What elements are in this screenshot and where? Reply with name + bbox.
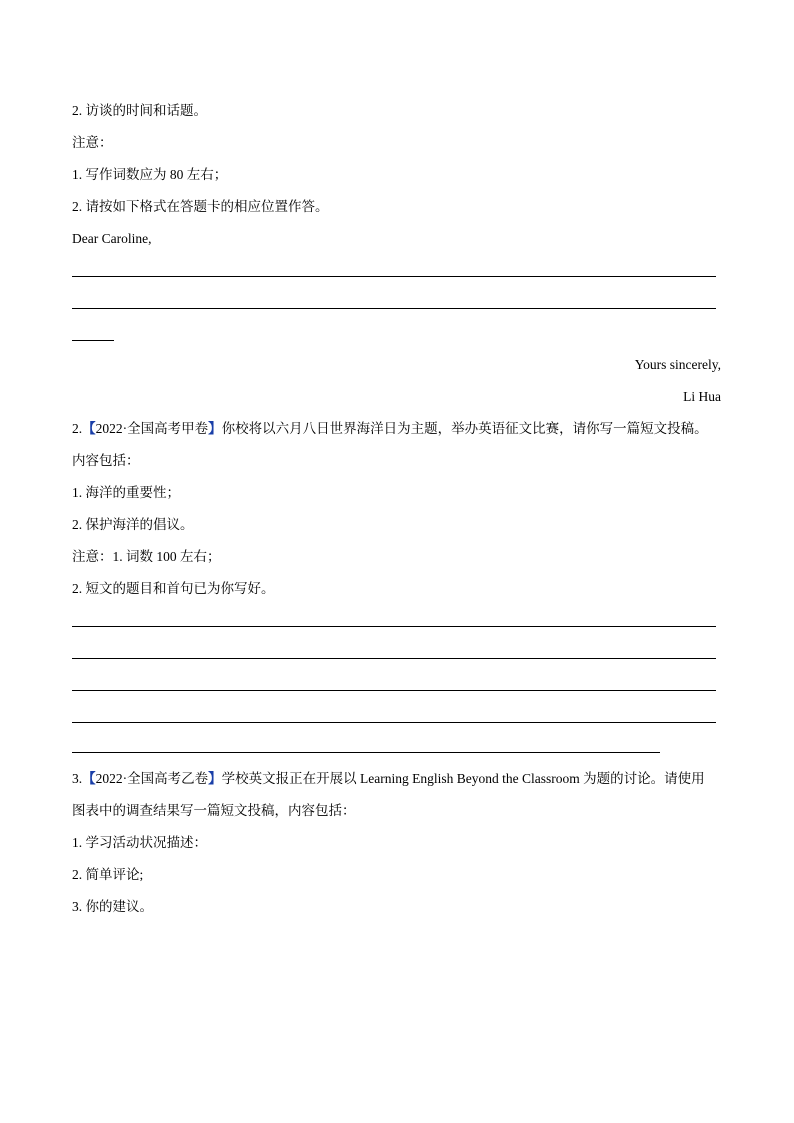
q2-answer-line-1 (72, 626, 716, 627)
q1-item-2: 2. 访谈的时间和话题。 (72, 103, 207, 118)
q2-answer-line-4 (72, 722, 716, 723)
q2-note-1: 注意：1. 词数 100 左右； (72, 549, 221, 564)
q2-note-2: 2. 短文的题目和首句已为你写好。 (72, 581, 275, 596)
q2-bracket-open: 【 (82, 421, 96, 436)
q3-prompt-line-2: 图表中的调查结果写一篇短文投稿，内容包括： (72, 803, 356, 818)
q2-prompt: 你校将以六月八日世界海洋日为主题，举办英语征文比赛，请你写一篇短文投稿。 (221, 421, 708, 436)
q3-item-3: 3. 你的建议。 (72, 899, 153, 914)
q2-answer-line-2 (72, 658, 716, 659)
q1-answer-line-3 (72, 340, 114, 341)
q2-source: 2022·全国高考甲卷 (95, 421, 209, 436)
q2-content-heading: 内容包括： (72, 453, 140, 468)
q1-note-1: 1. 写作词数应为 80 左右； (72, 167, 228, 182)
q2-answer-line-3 (72, 690, 716, 691)
q2-number: 2. (72, 421, 83, 436)
q3-item-1: 1. 学习活动状况描述： (72, 835, 207, 850)
q3-source: 2022·全国高考乙卷 (95, 771, 209, 786)
q1-answer-line-2 (72, 308, 716, 309)
q2-item-2: 2. 保护海洋的倡议。 (72, 517, 194, 532)
q1-answer-line-1 (72, 276, 716, 277)
q2-bracket-close: 】 (208, 421, 222, 436)
q3-bracket-close: 】 (208, 771, 222, 786)
q3-prompt-line-1 (72, 770, 705, 788)
q1-note-heading: 注意： (72, 135, 113, 150)
q3-number: 3. (72, 771, 83, 786)
q1-signature: Li Hua (683, 389, 721, 404)
q3-bracket-open: 【 (82, 771, 96, 786)
q2-answer-line-5 (72, 752, 660, 753)
q1-salutation: Dear Caroline, (72, 231, 152, 246)
q2-prompt-line (72, 420, 708, 438)
q1-note-2: 2. 请按如下格式在答题卡的相应位置作答。 (72, 199, 329, 214)
q1-closing: Yours sincerely, (634, 357, 721, 372)
q3-item-2: 2. 简单评论; (72, 867, 144, 882)
q3-prompt-1: 学校英文报正在开展以 Learning English Beyond the Classroom 为题的讨论。请使用 (221, 771, 705, 786)
q2-item-1: 1. 海洋的重要性； (72, 485, 180, 500)
